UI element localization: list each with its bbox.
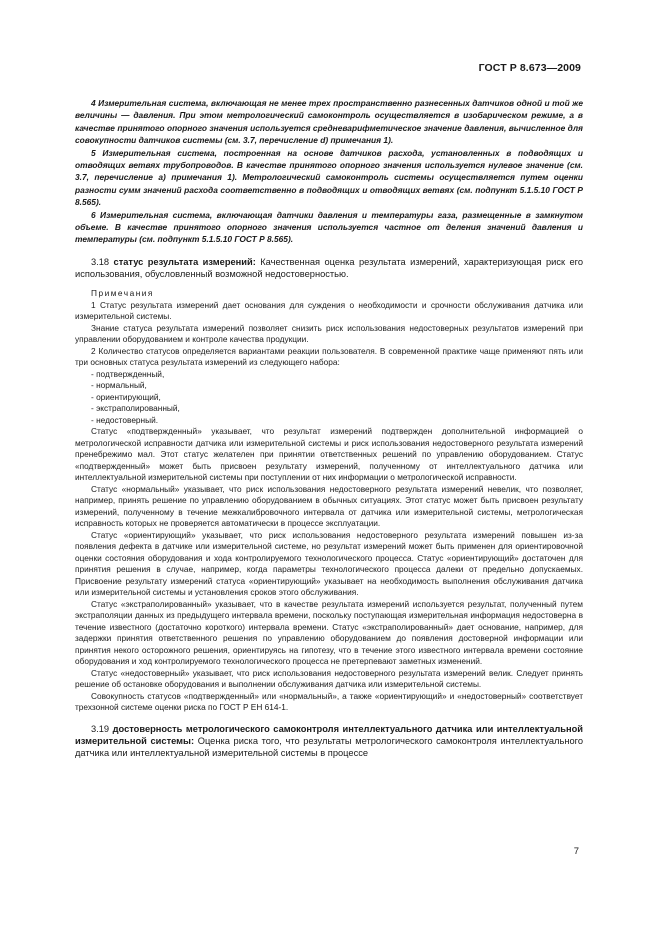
list-item: - недостоверный. [91,414,159,425]
status-orienting-paragraph: Статус «ориентирующий» указывает, что риск использования недостоверного результата измерений повышен из-за появления дефекта в датчике или измерительной системе, но результат измерений может быть применен для ориентировочной оценки состояния оборудования и хода контролируемого технологического процесса. Статус «ориентирующий» достаточен для принятия решения в случае, например, когда параметры технологического процесса далеки от предельно допускаемых. Присвоение результату измерений статуса «ориентирующий» указывает на необходимость выполнения обслуживания датчика или измерительной системы и установления сроков этого обслуживания. [75,529,583,598]
italic-note-4: 4 Измерительная система, включающая не менее трех пространственно разнесенных датчиков одной и той же величины — давления. При этом метрологический самоконтроль осуществляется в изобарическом режиме, а в качестве принятого опорного значения используется средневарифметическое значение давления, вычисленное для совокупности датчиков системы (см. 3.7, перечисление d) примечания 1). [75,98,583,146]
italic-note-5: 5 Измерительная система, построенная на основе датчиков расхода, установленных в подводящих и отводящих ветвях трубопроводов. В качестве принятого опорного значения используется нулевое значение (см. 3.7, перечисление а) примечания 1). Метрологический самоконтроль системы осуществляется путем оценки разности сумм значений расхода соответственно в подводящих и отводящих ветвях (см. подпункт 5.1.5.10 ГОСТ Р 8.565). [75,147,583,208]
definition-3-18 [75,256,583,280]
standard-header: ГОСТ Р 8.673—2009 [478,62,581,74]
status-extrapolated-paragraph: Статус «экстраполированный» указывает, что в качестве результата измерений используется результат, полученный путем экстраполяции данных из предыдущего интервала времени, поскольку поступающая измерительная информация недостоверна в течение известного (достаточно короткого) интервала времени. Статус «экстраполированный» дает основание, например, для задержки принятия ответственного решения по управлению оборудованием до появления достоверной информации или принятия некого осторожного решения, ориентируясь на гипотезу, что в течение этого известного интервала времени состояние оборудования и ход контролируемого технологического процесса не претерпевают заметных изменений. [75,598,583,667]
list-item: - подтвержденный, [91,368,165,379]
italic-note-6: 6 Измерительная система, включающая датчики давления и температуры газа, размещенные в замкнутом объеме. В качестве принятого опорного значения используется частное от деления значений давления и температуры (см. подпункт 5.1.5.10 ГОСТ Р 8.565). [75,209,583,245]
list-item: - экстраполированный, [91,403,180,414]
definition-text: Оценка риска того, что результаты метрологического самоконтроля интеллектуального датчика или интеллектуальной измерительной системы в процессе [75,735,583,759]
definition-number: 3.18 [91,256,110,267]
status-confirmed-paragraph: Статус «подтвержденный» указывает, что результат измерений подтвержден дополнительной информацией о метрологической исправности датчика или измерительной системы и риск использования недостоверного результата измерений пренебрежимо мал. Этот статус желателен при принятии ответственных решений по управлению оборудованием. Статус «подтвержденный» может быть присвоен результату измерений, полученному от интеллектуального датчика или интеллектуальной измерительной системы при поступлении от них информации о метрологической исправности. [75,426,583,483]
definition-number: 3.19 [91,723,110,734]
status-list [75,369,583,427]
definition-3-19 [75,723,583,760]
definition-term: статус результата измерений: [113,256,256,267]
note-paragraph: 2 Количество статусов определяется вариантами реакции пользователя. В современной практике чаще применяют пять или три основных статуса результата измерений из следующего набора: [75,345,583,368]
status-normal-paragraph: Статус «нормальный» указывает, что риск использования недостоверного результата измерений невелик, что позволяет, например, принять решение по управлению оборудованием в обычных ситуациях. Этот статус может быть присвоен результату измерений, полученному в течение межкалибровочного интервала от датчика или измерительной системы, метрологическая исправность которых не проверяется автоматически в процессе эксплуатации. [75,483,583,529]
note-paragraph: 1 Статус результата измерений дает основания для суждения о необходимости и срочности обслуживания датчика или измерительной системы. [75,299,583,322]
list-item: - ориентирующий, [91,391,161,402]
page-number: 7 [573,846,579,857]
page-content [75,97,583,759]
list-item: - нормальный, [91,380,147,391]
status-unreliable-paragraph: Статус «недостоверный» указывает, что риск использования недостоверного результата измерений велик. Следует принять решение об остановке оборудования и выполнении обслуживания датчика или измерительной системы. [75,667,583,690]
definition-term: достоверность метрологического самоконтроля интеллектуального датчика или интеллектуальной измерительной системы: [75,723,583,746]
notes-title: Примечания [91,288,154,299]
definition-text: Качественная оценка результата измерений, характеризующая риск его использования, обусловленный возможной недостоверностью. [75,256,583,280]
status-set-paragraph: Совокупность статусов «подтвержденный» или «нормальный», а также «ориентирующий» и «недостоверный» соответствует трехзонной системе оценки риска по ГОСТ Р ЕН 614-1. [75,690,583,713]
note-paragraph: Знание статуса результата измерений позволяет снизить риск использования недостоверных результатов измерений при управлении оборудованием и контроле качества продукции. [75,322,583,345]
